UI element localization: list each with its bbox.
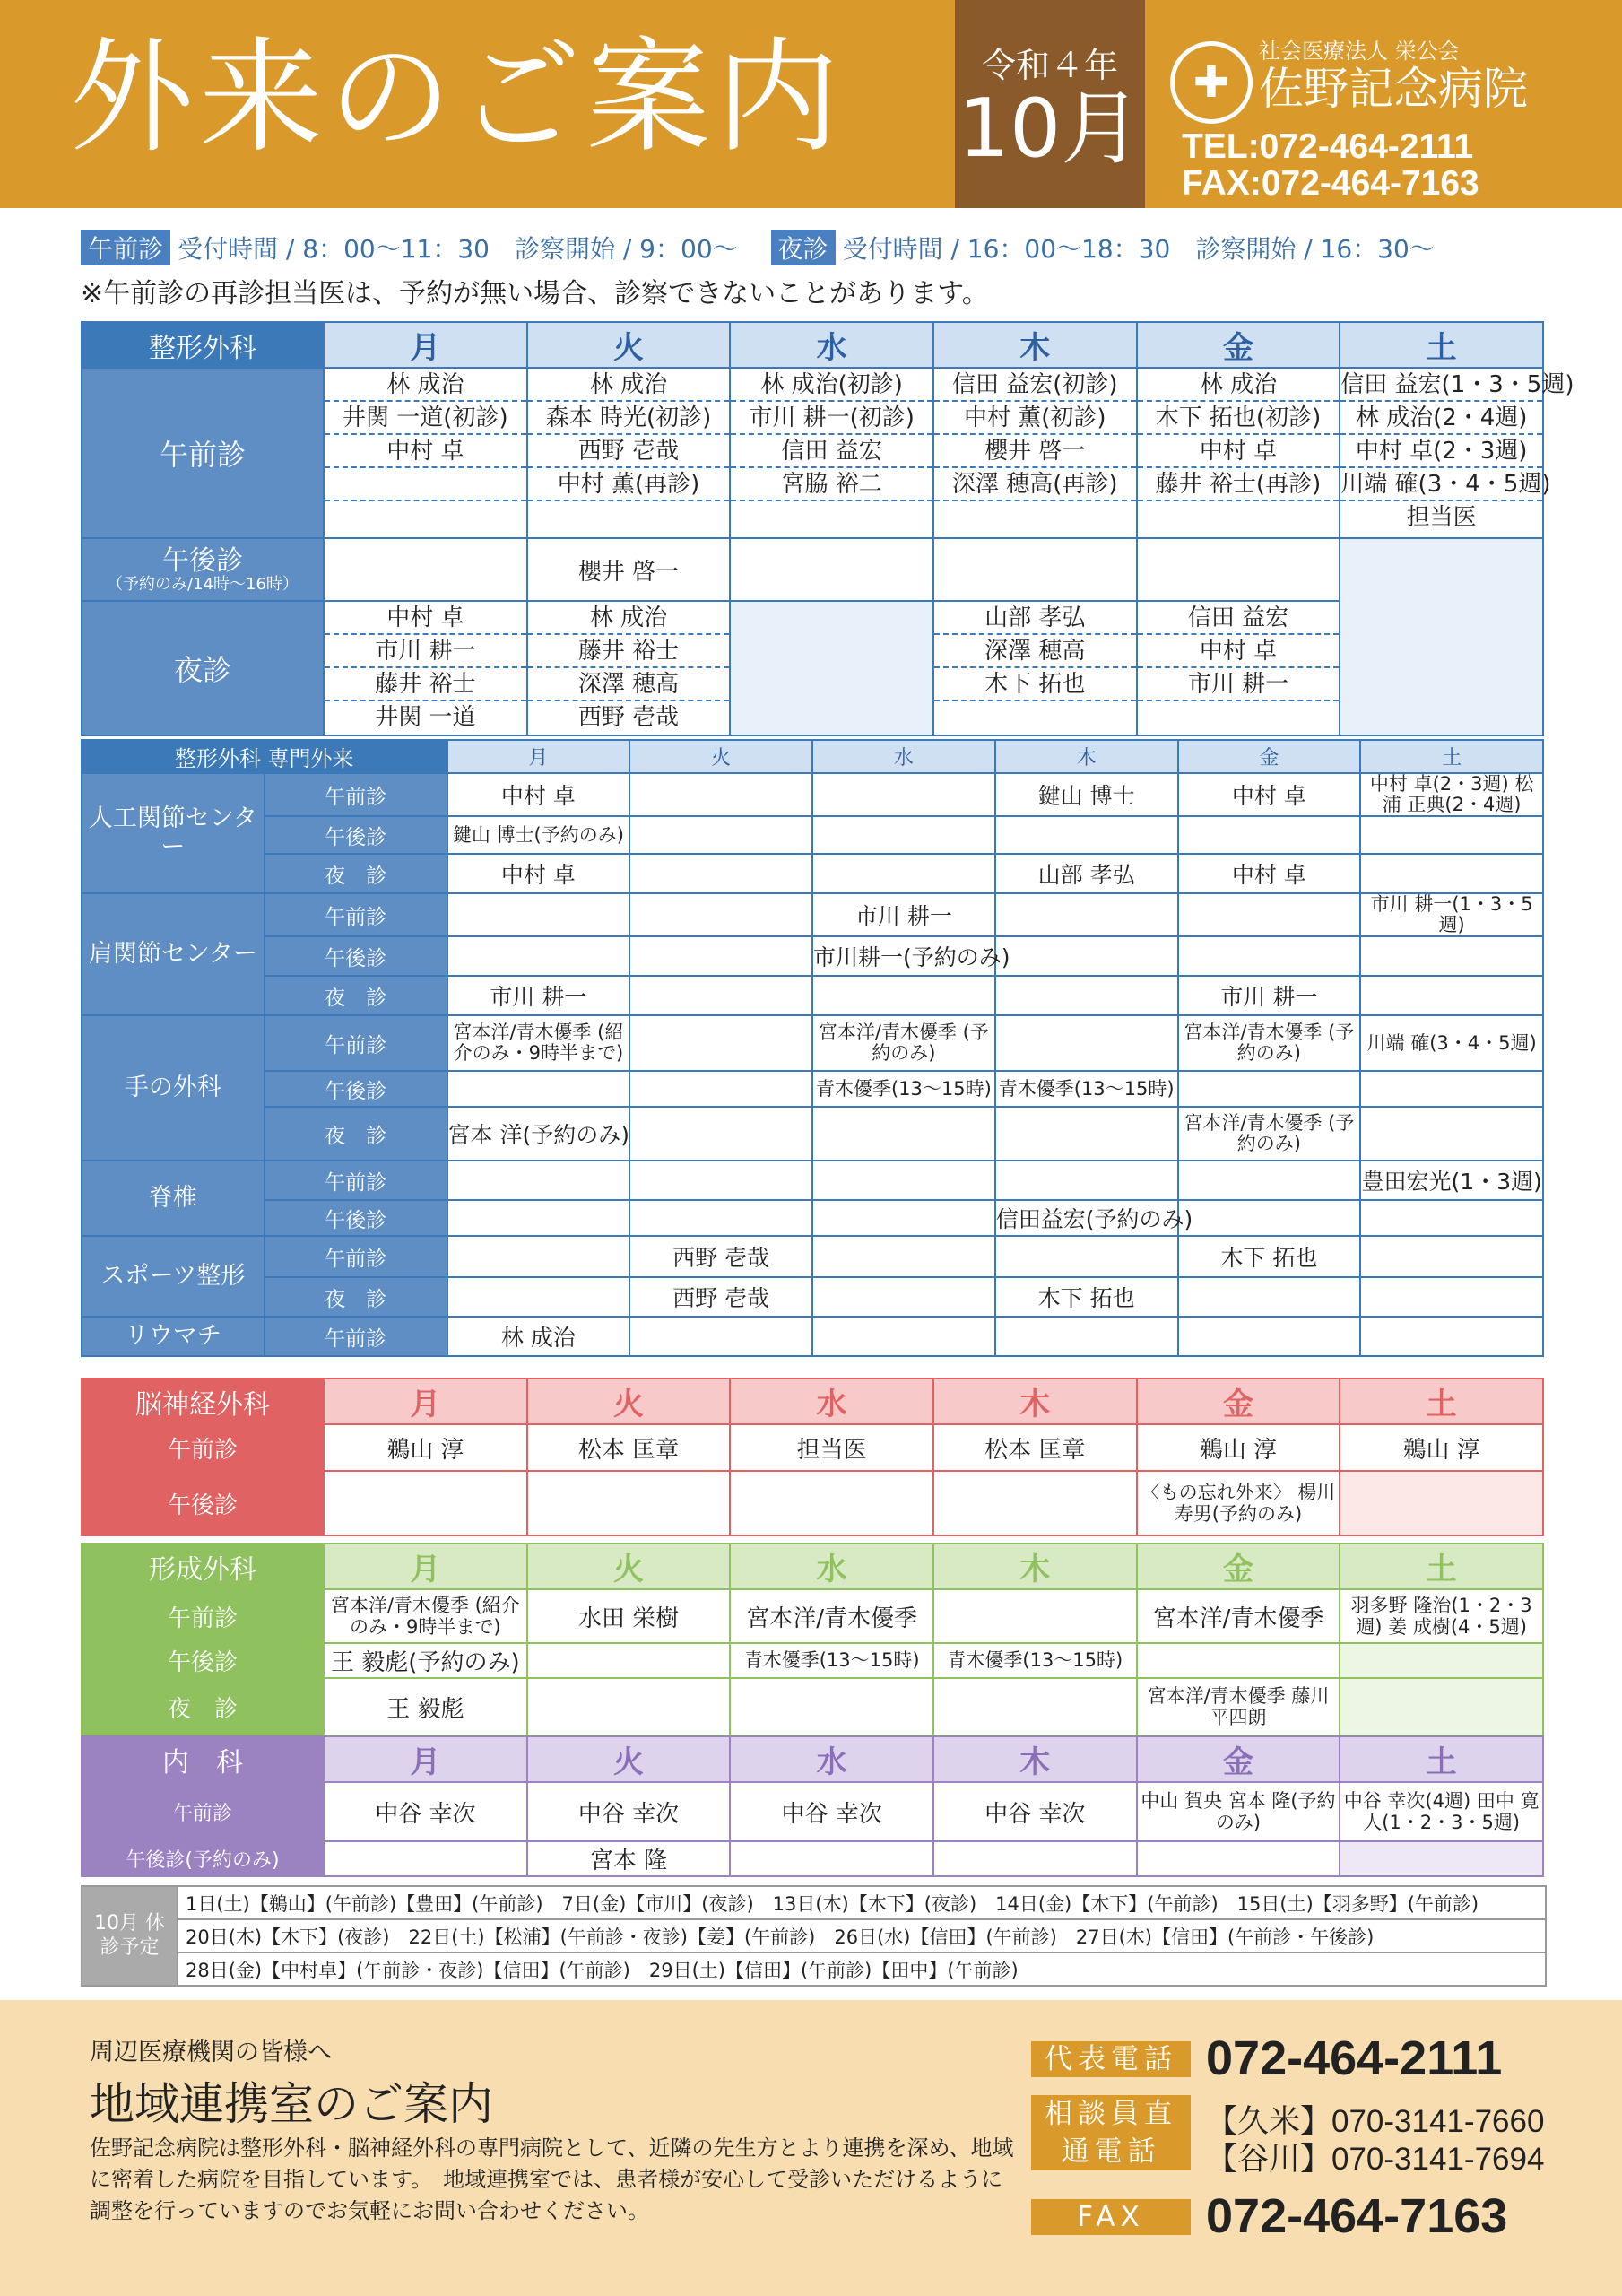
schedule-cell [995, 1107, 1178, 1161]
day-header: 月 [447, 740, 630, 773]
schedule-cell [1360, 1277, 1543, 1317]
schedule-cell [1360, 1317, 1543, 1356]
schedule-cell [933, 1471, 1137, 1535]
schedule-cell [995, 1015, 1178, 1071]
schedule-cell: 宮本洋/青木優季 (予約のみ) [812, 1015, 995, 1071]
schedule-cell: 信田益宏(予約のみ) [995, 1200, 1178, 1236]
day-header: 土 [1360, 740, 1543, 773]
schedule-cell [1360, 1236, 1543, 1277]
schedule-cell: 市川 耕一 [812, 893, 995, 936]
specialty-group: 手の外科 [82, 1015, 265, 1161]
am-label: 午前診 [82, 1589, 324, 1643]
schedule-cell: 松本 匡章 [527, 1424, 731, 1471]
holiday-label: 10月 休診予定 [82, 1886, 178, 1986]
schedule-cell: 鵜山 淳 [1137, 1424, 1340, 1471]
section-label: 脳神経外科 [82, 1378, 324, 1424]
schedule-cell: 宮本洋/青木優季 (予約のみ) [1178, 1107, 1361, 1161]
doctor-entry: 林 成治 [1138, 369, 1340, 402]
schedule-cell [730, 601, 933, 735]
day-header: 火 [527, 1544, 731, 1589]
doctor-entry: 木下 拓也 [934, 668, 1136, 701]
holiday-line: 1日(土)【鵜山】(午前診)【豊田】(午前診) 7日(金)【市川】(夜診) 13日(木)【木下】(夜診) 14日(金)【木下】(午前診) 15日(土)【羽多野】(午前診) [178, 1886, 1546, 1919]
day-header: 水 [812, 740, 995, 773]
schedule-cell [812, 1236, 995, 1277]
schedule-cell: 宮本洋/青木優季 (予約のみ) [1178, 1015, 1361, 1071]
schedule-cell [933, 1841, 1137, 1876]
schedule-cell [1137, 538, 1340, 601]
schedule-cell: 青木優季(13～15時) [995, 1071, 1178, 1107]
schedule-cell: 木下 拓也 [1178, 1236, 1361, 1277]
pm-sub: （予約のみ/14時～16時） [107, 574, 299, 594]
schedule-cell [812, 816, 995, 854]
schedule-cell [447, 1071, 630, 1107]
schedule-cell [324, 1841, 527, 1876]
schedule-cell [1360, 1107, 1543, 1161]
corp-name: 社会医療法人 栄公会 [1259, 39, 1460, 64]
schedule-cell: 青木優季(13～15時) [812, 1071, 995, 1107]
doctor-entry: 中村 卓 [325, 435, 526, 468]
schedule-cell [1360, 1071, 1543, 1107]
schedule-cell: 市川 耕一 [1178, 976, 1361, 1015]
schedule-cell [812, 1200, 995, 1236]
day-header: 木 [933, 1736, 1137, 1782]
doctor-entry [934, 701, 1136, 735]
doctor-entry: 中村 卓 [1138, 635, 1340, 668]
section-label: 整形外科 専門外来 [82, 740, 447, 773]
schedule-cell [629, 1107, 812, 1161]
section-label: 整形外科 [82, 322, 324, 368]
doctor-entry: 中村 卓 [325, 602, 526, 635]
doctor-entry: 市川 耕一 [1138, 668, 1340, 701]
day-header: 火 [527, 322, 731, 368]
orthopedics-table [81, 321, 1574, 736]
specialty-group: 脊椎 [82, 1161, 265, 1236]
schedule-cell [730, 1841, 933, 1876]
doctor-entry: 林 成治 [528, 602, 730, 635]
schedule-cell: 王 毅彪(予約のみ) [324, 1643, 527, 1678]
schedule-cell [447, 1277, 630, 1317]
schedule-cell [995, 1317, 1178, 1356]
schedule-cell [1178, 1071, 1361, 1107]
doctor-entry: 藤井 裕士 [325, 668, 526, 701]
doctor-entry: 深澤 穂高(再診) [934, 468, 1136, 501]
day-header: 水 [730, 1736, 933, 1782]
schedule-cell [629, 1317, 812, 1356]
schedule-cell: 鍵山 博士(予約のみ) [447, 816, 630, 854]
schedule-cell [995, 1236, 1178, 1277]
doctor-entry: 市川 耕一 [325, 635, 526, 668]
doctor-entry: 信田 益宏 [1138, 602, 1340, 635]
schedule-cell: 中村 卓 [447, 773, 630, 816]
contact-numbers [1182, 128, 1479, 203]
schedule-cell [527, 1471, 731, 1535]
schedule-cell [730, 538, 933, 601]
day-header: 土 [1340, 1378, 1543, 1424]
doctor-entry: 中村 卓 [1138, 435, 1340, 468]
schedule-cell [527, 1643, 731, 1678]
schedule-cell [629, 893, 812, 936]
schedule-cell: 羽多野 隆治(1・2・3週) 姜 成樹(4・5週) [1340, 1589, 1543, 1643]
day-header: 木 [933, 322, 1137, 368]
schedule-cell: 中村 卓 [1178, 773, 1361, 816]
schedule-cell [812, 1277, 995, 1317]
schedule-cell [1137, 1841, 1340, 1876]
schedule-cell [629, 1071, 812, 1107]
schedule-cell [527, 1678, 731, 1735]
doctor-entry: 中村 卓(2・3週) [1340, 435, 1542, 468]
day-header: 火 [527, 1378, 731, 1424]
day-header: 月 [324, 322, 527, 368]
doctor-entry: 深澤 穂高 [528, 668, 730, 701]
pm-tag: 夜診 [771, 230, 836, 265]
doctor-entry: 櫻井 啓一 [934, 435, 1136, 468]
session-label: 午後診 [265, 816, 447, 854]
doctor-entry [325, 501, 526, 535]
hospital-name [1259, 39, 1528, 114]
schedule-cell [447, 1161, 630, 1200]
day-header: 土 [1340, 1736, 1543, 1782]
footer-body: 佐野記念病院は整形外科・脳神経外科の専門病院として、近隣の先生方とより連携を深め、地域に密着した病院を目指しています。 地域連携室では、患者様が安心して受診いただけるように調整を行っていますのでお気軽にお問い合わせください。 [90, 2135, 1014, 2223]
fax-label: FAX [1031, 2199, 1191, 2235]
session-label: 夜 診 [265, 854, 447, 893]
direct-number-kume[interactable]: 【久米】070-3141-7660 [1206, 2104, 1545, 2139]
schedule-cell [1178, 893, 1361, 936]
session-label: 午前診 [265, 773, 447, 816]
schedule-cell [1178, 1277, 1361, 1317]
schedule-cell: 中村 卓(2・3週) 松浦 正典(2・4週) [1360, 773, 1543, 816]
plastic-surgery-table [81, 1543, 1544, 1736]
era-label: 令和４年 [981, 46, 1118, 85]
doctor-entry [528, 501, 730, 535]
schedule-cell [324, 368, 527, 538]
schedule-cell [995, 893, 1178, 936]
schedule-cell [629, 816, 812, 854]
schedule-cell [1340, 368, 1574, 538]
day-header: 木 [933, 1544, 1137, 1589]
day-header: 月 [324, 1544, 527, 1589]
schedule-cell: 担当医 [730, 1424, 933, 1471]
schedule-cell [1178, 936, 1361, 976]
day-header: 土 [1340, 322, 1543, 368]
schedule-cell [447, 1236, 630, 1277]
am-label: 午前診 [82, 368, 324, 538]
schedule-cell [1178, 816, 1361, 854]
schedule-cell [730, 368, 933, 538]
schedule-cell: 市川 耕一 [447, 976, 630, 1015]
doctor-entry [1138, 701, 1340, 735]
schedule-cell: 中谷 幸次 [933, 1782, 1137, 1841]
schedule-cell [1137, 601, 1340, 735]
doctor-entry: 宮脇 裕二 [731, 468, 932, 501]
schedule-cell [1340, 1841, 1543, 1876]
pm-label: 午後診 [82, 1643, 324, 1678]
pm-label-text: 午後診 [162, 544, 243, 577]
doctor-entry: 信田 益宏 [731, 435, 932, 468]
pm-label [82, 538, 324, 601]
footer [0, 2000, 1622, 2296]
fax-number: FAX:072-464-7163 [1182, 164, 1479, 204]
doctor-entry: 中村 薫(初診) [934, 402, 1136, 435]
schedule-cell [812, 976, 995, 1015]
schedule-cell [629, 854, 812, 893]
schedule-cell [447, 893, 630, 936]
section-label: 内 科 [82, 1736, 324, 1782]
session-label: 午後診 [265, 1071, 447, 1107]
direct-label: 相談員直通電話 [1031, 2095, 1191, 2170]
schedule-cell: 木下 拓也 [995, 1277, 1178, 1317]
doctor-entry: 林 成治 [325, 369, 526, 402]
footer-fax-number: 072-464-7163 [1206, 2189, 1508, 2243]
doctor-entry [325, 468, 526, 501]
holiday-line: 20日(木)【木下】(夜診) 22日(土)【松浦】(午前診・夜診)【姜】(午前診) 26日(水)【信田】(午前診) 27日(木)【信田】(午前診・午後診) [178, 1919, 1546, 1952]
doctor-entry [934, 501, 1136, 535]
holiday-schedule [81, 1885, 1547, 1987]
doctor-entry: 深澤 穂高 [934, 635, 1136, 668]
schedule-cell: 〈もの忘れ外来〉 楊川 寿男(予約のみ) [1137, 1471, 1340, 1535]
schedule-cell [527, 601, 731, 735]
session-label: 夜 診 [265, 1277, 447, 1317]
schedule-cell [1340, 1678, 1543, 1735]
doctor-entry: 西野 壱哉 [528, 435, 730, 468]
schedule-cell [1178, 1200, 1361, 1236]
day-header: 土 [1340, 1544, 1543, 1589]
pm-label: 午後診(予約のみ) [82, 1841, 324, 1876]
schedule-cell: 宮本洋/青木優季 (紹介のみ・9時半まで) [447, 1015, 630, 1071]
specialty-group: リウマチ [82, 1317, 265, 1356]
rep-number[interactable]: 072-464-2111 [1206, 2031, 1503, 2085]
schedule-cell [447, 1200, 630, 1236]
day-header: 金 [1137, 1378, 1340, 1424]
month-label: 10月 [958, 82, 1142, 176]
schedule-cell: 西野 壱哉 [629, 1277, 812, 1317]
doctor-entry: 中村 薫(再診) [528, 468, 730, 501]
schedule-cell [730, 1471, 933, 1535]
doctor-entry [1138, 501, 1340, 535]
doctor-entry: 藤井 裕士(再診) [1138, 468, 1340, 501]
specialty-group: 人工関節センター [82, 773, 265, 893]
schedule-cell [629, 773, 812, 816]
schedule-cell: 鍵山 博士 [995, 773, 1178, 816]
schedule-cell: 宮本 隆 [527, 1841, 731, 1876]
session-label: 午前診 [265, 893, 447, 936]
section-label: 形成外科 [82, 1544, 324, 1589]
page-title: 外来のご案内 [70, 25, 846, 170]
schedule-cell [812, 854, 995, 893]
schedule-cell: 青木優季(13～15時) [933, 1643, 1137, 1678]
schedule-cell [812, 1107, 995, 1161]
session-label: 夜 診 [265, 976, 447, 1015]
am-hours: 受付時間 / 8：00～11：30 診察開始 / 9：00～ [178, 234, 738, 264]
schedule-cell [1137, 368, 1340, 538]
tel-number[interactable]: TEL:072-464-2111 [1182, 127, 1474, 166]
schedule-cell [995, 1161, 1178, 1200]
schedule-cell [1360, 1200, 1543, 1236]
schedule-cell [629, 976, 812, 1015]
rep-label: 代表電話 [1031, 2041, 1191, 2077]
schedule-cell [1360, 976, 1543, 1015]
schedule-cell [995, 936, 1178, 976]
session-label: 午前診 [265, 1236, 447, 1277]
schedule-cell [1340, 1643, 1543, 1678]
pm-hours: 受付時間 / 16：00～18：30 診察開始 / 16：30～ [842, 234, 1435, 264]
reception-hours [81, 230, 1435, 265]
hospital-title: 佐野記念病院 [1259, 63, 1528, 116]
schedule-cell [629, 1015, 812, 1071]
schedule-cell: 中谷 幸次(4週) 田中 寛人(1・2・3・5週) [1340, 1782, 1543, 1841]
day-header: 金 [1178, 740, 1361, 773]
schedule-cell [933, 1678, 1137, 1735]
holiday-line: 28日(金)【中村卓】(午前診・夜診)【信田】(午前診) 29日(土)【信田】(午前診)【田中】(午前診) [178, 1952, 1546, 1986]
schedule-cell: 鵜山 淳 [1340, 1424, 1543, 1471]
schedule-cell: 水田 栄樹 [527, 1589, 731, 1643]
session-label: 午前診 [265, 1161, 447, 1200]
internal-medicine-table [81, 1735, 1544, 1877]
day-header: 火 [527, 1736, 731, 1782]
schedule-cell: 西野 壱哉 [629, 1236, 812, 1277]
schedule-cell [1340, 538, 1543, 735]
footer-title: 地域連携室のご案内 [90, 2078, 493, 2130]
schedule-cell [1137, 1643, 1340, 1678]
session-label: 午後診 [265, 936, 447, 976]
doctor-entry: 井関 一道(初診) [325, 402, 526, 435]
schedule-cell: 市川 耕一(1・3・5週) [1360, 893, 1543, 936]
schedule-cell [933, 538, 1137, 601]
day-header: 月 [324, 1378, 527, 1424]
doctor-entry: 山部 孝弘 [934, 602, 1136, 635]
neurosurgery-table [81, 1378, 1544, 1536]
day-header: 火 [629, 740, 812, 773]
schedule-cell [447, 936, 630, 976]
doctor-entry: 木下 拓也(初診) [1138, 402, 1340, 435]
schedule-cell [527, 368, 731, 538]
session-label: 午前診 [265, 1317, 447, 1356]
day-header: 月 [324, 1736, 527, 1782]
am-label: 午前診 [82, 1424, 324, 1471]
schedule-cell [324, 601, 527, 735]
doctor-entry: 藤井 裕士 [528, 635, 730, 668]
schedule-cell: 松本 匡章 [933, 1424, 1137, 1471]
doctor-entry: 林 成治(2・4週) [1340, 402, 1542, 435]
schedule-cell [812, 1317, 995, 1356]
schedule-cell [812, 1161, 995, 1200]
schedule-cell: 豊田宏光(1・3週) [1360, 1161, 1543, 1200]
schedule-cell: 中谷 幸次 [324, 1782, 527, 1841]
direct-number-tanigawa[interactable]: 【谷川】070-3141-7694 [1206, 2142, 1545, 2177]
schedule-cell [1340, 1471, 1543, 1535]
doctor-entry [731, 501, 932, 535]
session-label: 午後診 [265, 1200, 447, 1236]
schedule-cell: 宮本洋/青木優季 藤川 平四朗 [1137, 1678, 1340, 1735]
am-label: 午前診 [82, 1782, 324, 1841]
day-header: 水 [730, 1544, 933, 1589]
footer-pre: 周辺医療機関の皆様へ [90, 2039, 332, 2066]
schedule-cell [629, 936, 812, 976]
doctor-entry: 信田 益宏(初診) [934, 369, 1136, 402]
specialty-group: 肩関節センター [82, 893, 265, 1015]
schedule-cell [933, 601, 1137, 735]
day-header: 水 [730, 322, 933, 368]
schedule-cell: 林 成治 [447, 1317, 630, 1356]
day-header: 金 [1137, 322, 1340, 368]
schedule-cell: 青木優季(13～15時) [730, 1643, 933, 1678]
schedule-cell [1178, 1161, 1361, 1200]
header-banner [0, 0, 1622, 208]
schedule-cell: 山部 孝弘 [995, 854, 1178, 893]
schedule-cell: 宮本 洋(予約のみ) [447, 1107, 630, 1161]
eve-label: 夜診 [82, 601, 324, 735]
eve-label: 夜 診 [82, 1678, 324, 1735]
schedule-cell: 宮本洋/青木優季 [730, 1589, 933, 1643]
schedule-cell [1178, 1317, 1361, 1356]
specialty-group: スポーツ整形 [82, 1236, 265, 1317]
schedule-cell: 宮本洋/青木優季 (紹介のみ・9時半まで) [324, 1589, 527, 1643]
day-header: 木 [933, 1378, 1137, 1424]
day-header: 木 [995, 740, 1178, 773]
doctor-entry: 市川 耕一(初診) [731, 402, 932, 435]
schedule-cell: 櫻井 啓一 [527, 538, 731, 601]
schedule-cell: 中村 卓 [1178, 854, 1361, 893]
schedule-cell [1360, 854, 1543, 893]
schedule-cell: 市川耕一(予約のみ) [812, 936, 995, 976]
schedule-cell: 中村 卓 [447, 854, 630, 893]
doctor-entry: 森本 時光(初診) [528, 402, 730, 435]
schedule-cell [1360, 816, 1543, 854]
schedule-cell [629, 1161, 812, 1200]
date-box [955, 0, 1145, 208]
schedule-cell: 中谷 幸次 [527, 1782, 731, 1841]
schedule-cell: 川端 確(3・4・5週) [1360, 1015, 1543, 1071]
schedule-cell [995, 976, 1178, 1015]
pm-label: 午後診 [82, 1471, 324, 1535]
doctor-entry: 西野 壱哉 [577, 704, 680, 731]
schedule-cell: 宮本洋/青木優季 [1137, 1589, 1340, 1643]
schedule-cell [995, 816, 1178, 854]
schedule-cell: 中谷 幸次 [730, 1782, 933, 1841]
doctor-entry: 川端 確(3・4・5週) [1340, 468, 1542, 501]
schedule-cell: 中山 賀央 宮本 隆(予約のみ) [1137, 1782, 1340, 1841]
schedule-cell [812, 773, 995, 816]
schedule-cell [933, 368, 1137, 538]
doctor-entry: 井関 一道 [375, 704, 476, 731]
doctor-entry: 信田 益宏(1・3・5週) [1340, 369, 1542, 402]
specialty-table [81, 739, 1544, 1357]
day-header: 水 [730, 1378, 933, 1424]
schedule-cell [629, 1200, 812, 1236]
doctor-entry: 担当医 [1406, 504, 1477, 531]
schedule-cell [324, 1471, 527, 1535]
day-header: 金 [1137, 1544, 1340, 1589]
schedule-cell: 鵜山 淳 [324, 1424, 527, 1471]
doctor-entry: 林 成治(初診) [731, 369, 932, 402]
notice: ※午前診の再診担当医は、予約が無い場合、診察できないことがあります。 [81, 278, 989, 309]
schedule-cell [1360, 936, 1543, 976]
hospital-cross-icon: ✚ [1170, 41, 1253, 124]
schedule-cell [730, 1678, 933, 1735]
schedule-cell: 王 毅彪 [324, 1678, 527, 1735]
doctor-entry: 林 成治 [528, 369, 730, 402]
am-tag: 午前診 [81, 230, 170, 265]
session-label: 夜 診 [265, 1107, 447, 1161]
session-label: 午前診 [265, 1015, 447, 1071]
day-header: 金 [1137, 1736, 1340, 1782]
schedule-cell [933, 1589, 1137, 1643]
schedule-cell [324, 538, 527, 601]
